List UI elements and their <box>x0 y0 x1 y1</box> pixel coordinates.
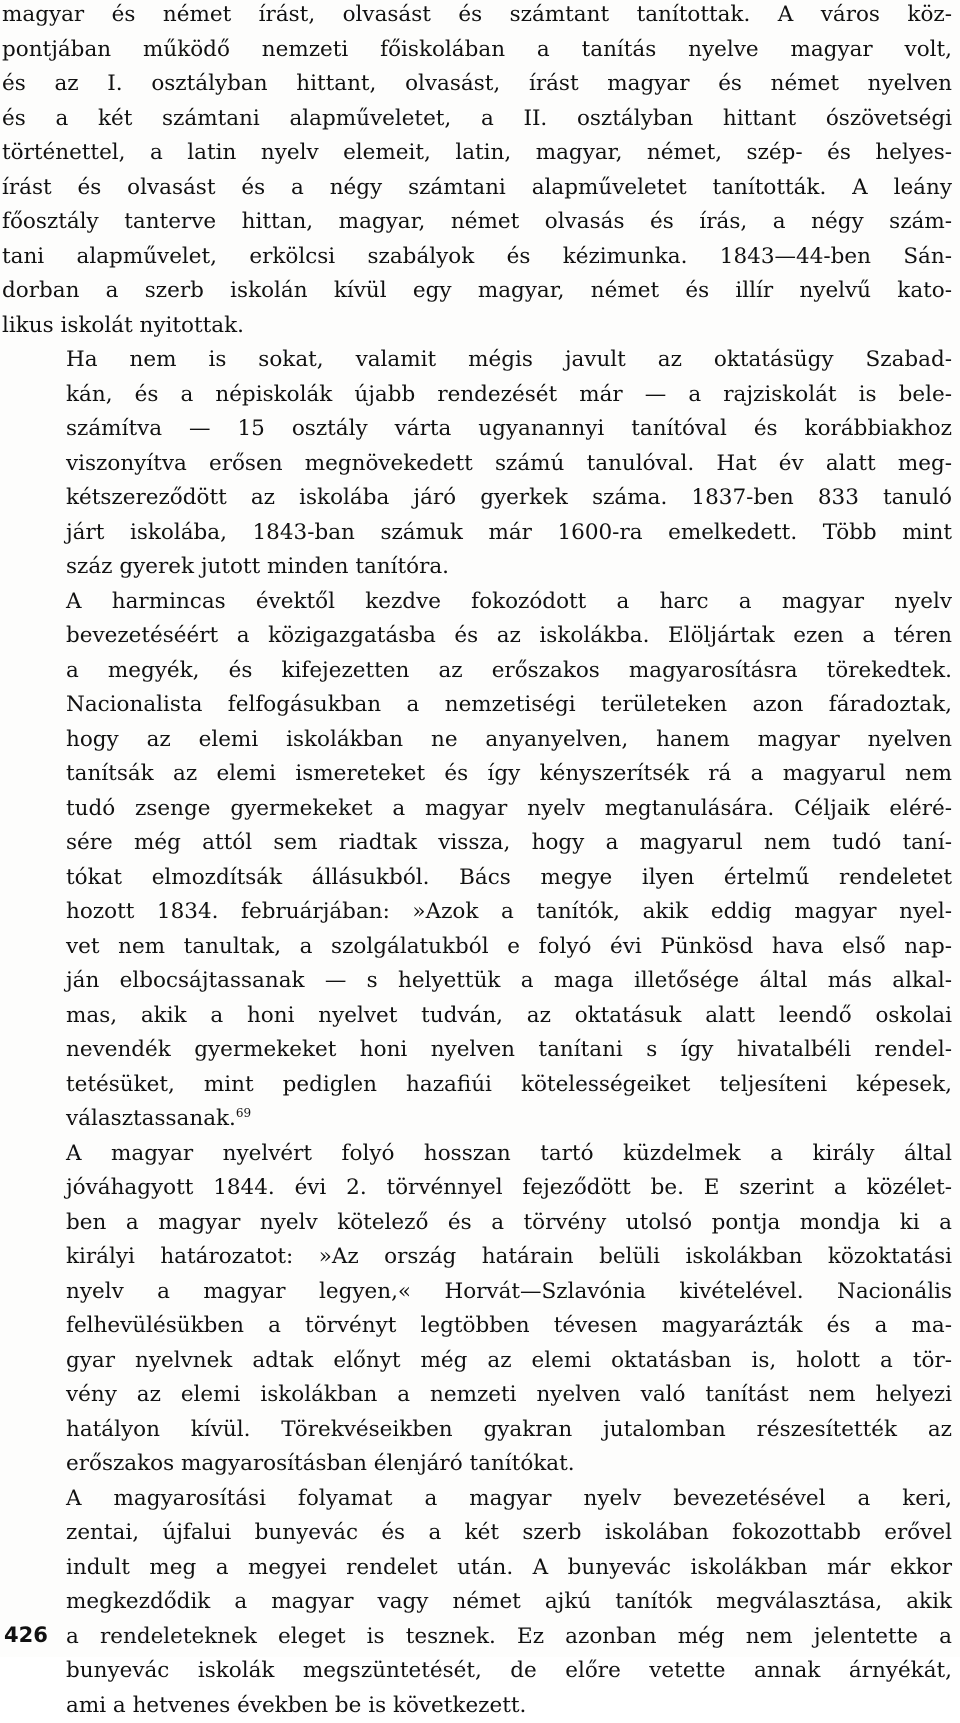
text-line: bevezetéséért a közigazgatásba és az iskolákba. Elöljártak ezen a téren <box>2 619 952 654</box>
text-line: királyi határozatot: »Az ország határain belüli iskolákban közoktatási <box>2 1240 952 1275</box>
text-line: Ha nem is sokat, valamit mégis javult az oktatásügy Szabad- <box>2 343 952 378</box>
text-line: hatályon kívül. Törekvéseikben gyakran jutalomban részesítették az <box>2 1413 952 1448</box>
text-line: történettel, a latin nyelv elemeit, latin, magyar, német, szép- és helyes- <box>2 136 952 171</box>
text-line: ben a magyar nyelv kötelező és a törvény utolsó pontja mondja ki a <box>2 1206 952 1241</box>
text-line: A magyar nyelvért folyó hosszan tartó küzdelmek a király által <box>2 1137 952 1172</box>
paragraph <box>2 1137 952 1482</box>
text-line: felhevülésükben a törvényt legtöbben tévesen magyarázták és a ma- <box>2 1309 952 1344</box>
text-line: sére még attól sem riadtak vissza, hogy a magyarul nem tudó taní- <box>2 826 952 861</box>
text-line: tókat elmozdítsák állásukból. Bács megye ilyen értelmű rendeletet <box>2 861 952 896</box>
text-line: nyelv a magyar legyen,« Horvát—Szlavónia kivételével. Nacionális <box>2 1275 952 1310</box>
text-line: viszonyítva erősen megnövekedett számú tanulóval. Hat év alatt meg- <box>2 447 952 482</box>
text-line: nevendék gyermekeket honi nyelven tanítani s így hivatalbéli rendel- <box>2 1033 952 1068</box>
text-line: főosztály tanterve hittan, magyar, német olvasás és írás, a négy szám- <box>2 205 952 240</box>
text-line: Nacionalista felfogásukban a nemzetiségi területeken azon fáradoztak, <box>2 688 952 723</box>
text-line: hozott 1834. februárjában: »Azok a tanítók, akik eddig magyar nyel- <box>2 895 952 930</box>
text-line <box>2 1102 952 1137</box>
text-line: pontjában működő nemzeti főiskolában a tanítás nyelve magyar volt, <box>2 33 952 68</box>
paragraph <box>2 343 952 585</box>
body-text <box>2 0 952 1723</box>
paragraph <box>2 585 952 1137</box>
text-line: tani alapművelet, erkölcsi szabályok és kézimunka. 1843—44-ben Sán- <box>2 240 952 275</box>
text-line: mas, akik a honi nyelvet tudván, az oktatásuk alatt leendő oskolai <box>2 999 952 1034</box>
text-line: tudó zsenge gyermekeket a magyar nyelv megtanulására. Céljaik eléré- <box>2 792 952 827</box>
text-line: A magyarosítási folyamat a magyar nyelv bevezetésével a keri, <box>2 1482 952 1517</box>
text-line: és a két számtani alapműveletet, a II. osztályban hittant ószövetségi <box>2 102 952 137</box>
text-line: megkezdődik a magyar vagy német ajkú tanítók megválasztása, akik <box>2 1585 952 1620</box>
text-line: hogy az elemi iskolákban ne anyanyelven, hanem magyar nyelven <box>2 723 952 758</box>
text-line: magyar és német írást, olvasást és számtant tanítottak. A város köz- <box>2 0 952 33</box>
text-line: számítva — 15 osztály várta ugyanannyi tanítóval és korábbiakhoz <box>2 412 952 447</box>
footnote-marker: 69 <box>236 1106 251 1120</box>
text-line: indult meg a megyei rendelet után. A bunyevác iskolákban már ekkor <box>2 1551 952 1586</box>
text-line: vet nem tanultak, a szolgálatukból e folyó évi Pünkösd hava első nap- <box>2 930 952 965</box>
text-line: írást és olvasást és a négy számtani alapműveletet tanították. A leány <box>2 171 952 206</box>
text-line: vény az elemi iskolákban a nemzeti nyelven való tanítást nem helyezi <box>2 1378 952 1413</box>
text-line: A harmincas évektől kezdve fokozódott a harc a magyar nyelv <box>2 585 952 620</box>
text-line: likus iskolát nyitottak. <box>2 309 952 344</box>
text-line: erőszakos magyarosításban élenjáró tanítókat. <box>2 1447 952 1482</box>
text-line: kétszereződött az iskolába járó gyerkek száma. 1837-ben 833 tanuló <box>2 481 952 516</box>
text-line: a megyék, és kifejezetten az erőszakos magyarosításra törekedtek. <box>2 654 952 689</box>
text-line: kán, és a népiskolák újabb rendezését már — a rajziskolát is bele- <box>2 378 952 413</box>
text-line: ján elbocsájtassanak — s helyettük a maga illetősége által más alkal- <box>2 964 952 999</box>
paragraph <box>2 0 952 343</box>
text-line: száz gyerek jutott minden tanítóra. <box>2 550 952 585</box>
text-line: zentai, újfalui bunyevác és a két szerb iskolában fokozottabb erővel <box>2 1516 952 1551</box>
text-line: bunyevác iskolák megszüntetését, de előre vetette annak árnyékát, <box>2 1654 952 1689</box>
text-line: és az I. osztályban hittant, olvasást, írást magyar és német nyelven <box>2 67 952 102</box>
text-line: jóváhagyott 1844. évi 2. törvénnyel fejeződött be. E szerint a közélet- <box>2 1171 952 1206</box>
text-line: dorban a szerb iskolán kívül egy magyar, német és illír nyelvű kato- <box>2 274 952 309</box>
page-number: 426 <box>4 1623 48 1647</box>
text-line: ami a hetvenes években be is következett. <box>2 1689 952 1723</box>
text-line: a rendeleteknek eleget is tesznek. Ez azonban még nem jelentette a <box>2 1620 952 1655</box>
text-line: tanítsák az elemi ismereteket és így kényszerítsék rá a magyarul nem <box>2 757 952 792</box>
text-line: járt iskolába, 1843-ban számuk már 1600-ra emelkedett. Több mint <box>2 516 952 551</box>
text-line-content: választassanak. <box>66 1106 236 1131</box>
text-line: tetésüket, mint pediglen hazafiúi kötelességeiket teljesíteni képesek, <box>2 1068 952 1103</box>
text-line: gyar nyelvnek adtak előnyt még az elemi oktatásban is, holott a tör- <box>2 1344 952 1379</box>
paragraph <box>2 1482 952 1723</box>
